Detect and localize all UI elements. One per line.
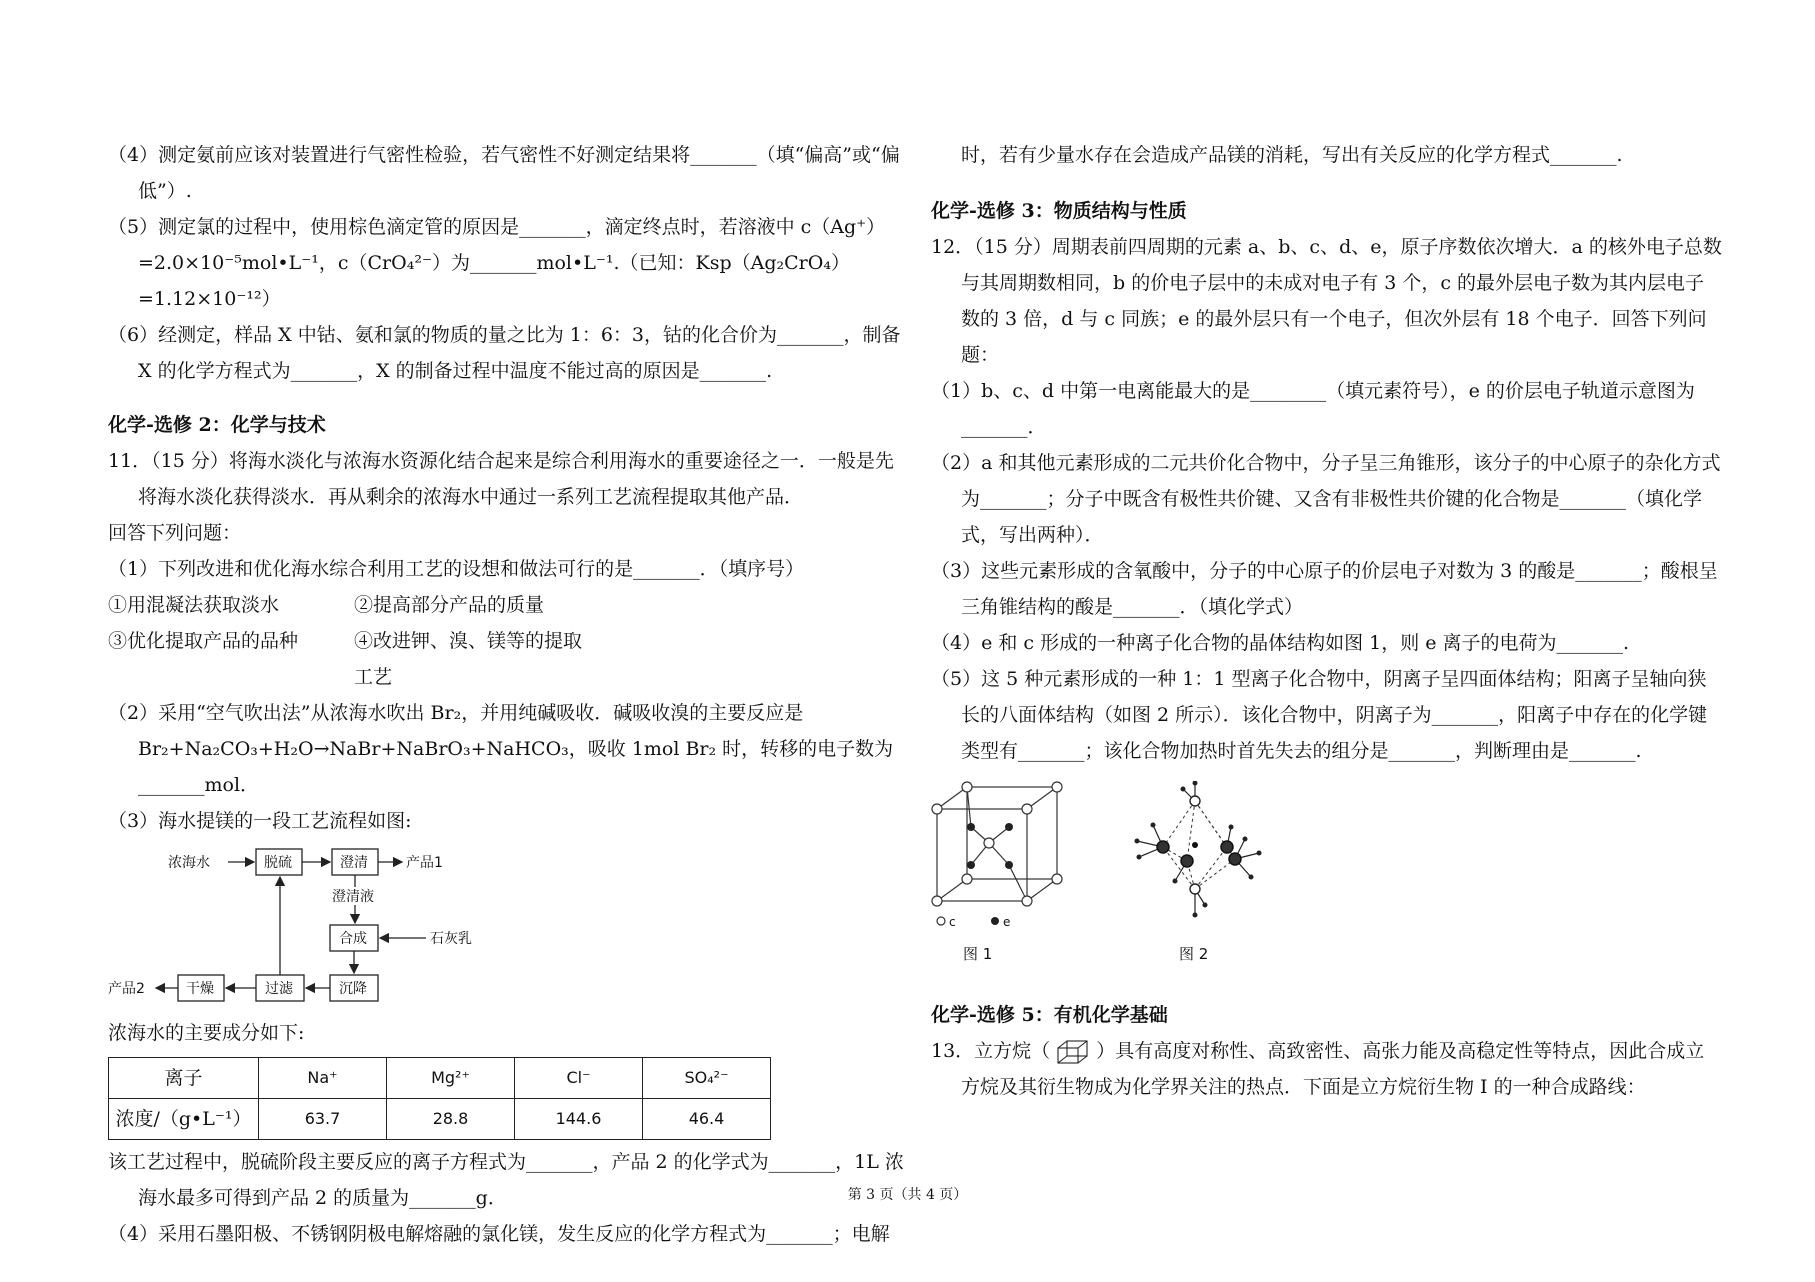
- table-cell: 离子: [109, 1058, 259, 1099]
- question-13-body: ）具有高度对称性、高致密性、高张力能及高稳定性等特点，因此合成立方烷及其衍生物成为化学界关注的热点．下面是立方烷衍生物 I 的一种合成路线：: [961, 1040, 1705, 1098]
- flow-clarify-label: 澄清: [340, 855, 368, 871]
- flow-desulfur-label: 脱硫: [264, 855, 292, 871]
- question-13-prefix: 13．立方烷（: [931, 1040, 1051, 1062]
- table-cell: 144.6: [515, 1099, 643, 1140]
- question-10-part-5: （5）测定氯的过程中，使用棕色滴定管的原因是_______，滴定终点时，若溶液中 c（Ag⁺）=2.0×10⁻⁵mol•L⁻¹，c（CrO₄²⁻）为_______mol•L⁻¹.（已知：Ksp（Ag₂CrO₄）=1.12×10⁻¹²）: [108, 216, 886, 310]
- question-13: [931, 1033, 1723, 1105]
- option-4: ④改进钾、溴、镁等的提取工艺: [354, 630, 583, 688]
- figure-1-cubic-cell: [937, 787, 1057, 901]
- question-12-stem: 12．（15 分）周期表前四周期的元素 a、b、c、d、e，原子序数依次增大．a 的核外电子总数与其周期数相同，b 的价电子层中的未成对电子有 3 个，c 的最外层电子数为其内层电子数的 3 倍，d 与 c 同族；e 的最外层只有一个电子，但次外层有 18 个电子．回答下列问题：: [931, 236, 1722, 366]
- flow-product2-label: 产品2: [108, 981, 145, 997]
- section-heading-elective-2: 化学-选修 2：化学与技术: [108, 414, 326, 436]
- table-cell: SO₄²⁻: [643, 1058, 771, 1099]
- table-row: [109, 1058, 771, 1099]
- cubane-icon: [1056, 1039, 1090, 1065]
- right-column: [931, 137, 1723, 1105]
- section-heading-elective-5: 化学-选修 5：有机化学基础: [931, 1004, 1168, 1026]
- fig1-caption: 图 1: [963, 945, 993, 963]
- left-column: [108, 137, 904, 1252]
- table-cell: 46.4: [643, 1099, 771, 1140]
- question-11-part-1: （1）下列改进和优化海水综合利用工艺的设想和做法可行的是_______．（填序号）: [108, 558, 805, 580]
- crystal-figures: [931, 781, 1723, 971]
- question-12-part-4: （4）e 和 c 形成的一种离子化合物的晶体结构如图 1，则 e 离子的电荷为_______.: [931, 632, 1630, 654]
- option-1: ①用混凝法获取淡水: [108, 594, 280, 616]
- options-row-2: [108, 623, 904, 695]
- table-cell: 63.7: [259, 1099, 387, 1140]
- flow-lime-label: 石灰乳: [430, 931, 472, 947]
- flow-settle-label: 沉降: [339, 981, 367, 997]
- question-11-part-2: （2）采用“空气吹出法”从浓海水吹出 Br₂，并用纯碱吸收．碱吸收溴的主要反应是 Br₂+Na₂CO₃+H₂O→NaBr+NaBrO₃+NaHCO₃，吸收 1mol Br₂ 时，转移的电子数为_______mol．: [108, 702, 894, 796]
- process-flowchart: [108, 839, 904, 1015]
- question-10-part-6: （6）经测定，样品 X 中钴、氨和氯的物质的量之比为 1：6：3，钴的化合价为_______，制备 X 的化学方程式为_______，X 的制备过程中温度不能过高的原因是_______.: [108, 324, 901, 382]
- table-cell: 浓度/（g•L⁻¹）: [109, 1099, 259, 1140]
- concentration-table: [108, 1057, 771, 1140]
- flow-synthesis-label: 合成: [339, 931, 367, 947]
- option-3: ③优化提取产品的品种: [108, 630, 299, 652]
- table-row: [109, 1099, 771, 1140]
- answer-prompt: 回答下列问题：: [108, 522, 242, 544]
- table-caption: 浓海水的主要成分如下:: [108, 1022, 305, 1044]
- flow-clear-liquid-label: 澄清液: [332, 889, 374, 905]
- question-12-part-5: （5）这 5 种元素形成的一种 1：1 型离子化合物中，阴离子呈四面体结构；阳离子呈轴向狭长的八面体结构（如图 2 所示）．该化合物中，阴离子为_______，阳离子中存在的化学键类型有_______；该化合物加热时首先失去的组分是_______，判断理由是_______.: [931, 668, 1708, 762]
- table-cell: Cl⁻: [515, 1058, 643, 1099]
- flow-dry-label: 干燥: [186, 981, 214, 997]
- option-2: ②提高部分产品的质量: [354, 594, 545, 616]
- question-12-part-2: （2）a 和其他元素形成的二元共价化合物中，分子呈三角锥形，该分子的中心原子的杂化方式为_______；分子中既含有极性共价键、又含有非极性共价键的化合物是_______（填化学式，写出两种）．: [931, 452, 1721, 546]
- table-cell: Na⁺: [259, 1058, 387, 1099]
- question-11-part-4: （4）采用石墨阳极、不锈钢阴极电解熔融的氯化镁，发生反应的化学方程式为_______；电解: [108, 1223, 890, 1245]
- section-heading-elective-3: 化学-选修 3：物质结构与性质: [931, 200, 1187, 222]
- figure-2-octahedral-cation: [1135, 781, 1262, 963]
- question-12-part-3: （3）这些元素形成的含氧酸中，分子的中心原子的价层电子对数为 3 的酸是_______；酸根呈三角锥结构的酸是_______．（填化学式）: [931, 560, 1718, 618]
- fig1-legend-e: e: [1003, 915, 1011, 929]
- fig1-legend-c: c: [949, 915, 956, 929]
- table-cell: Mg²⁺: [387, 1058, 515, 1099]
- page-footer: 第 3 页（共 4 页）: [847, 1187, 968, 1203]
- question-11-part-4-continued: 时，若有少量水存在会造成产品镁的消耗，写出有关反应的化学方程式_______.: [961, 144, 1623, 166]
- question-10-part-4: （4）测定氨前应该对装置进行气密性检验，若气密性不好测定结果将_______（填“偏高”或“偏低”）.: [108, 144, 900, 202]
- flow-source-label: 浓海水: [168, 855, 210, 871]
- flow-product1-label: 产品1: [406, 855, 443, 871]
- question-11-part-3: （3）海水提镁的一段工艺流程如图:: [108, 810, 412, 832]
- question-11-stem: 11．（15 分）将海水淡化与浓海水资源化结合起来是综合利用海水的重要途径之一．一般是先将海水淡化获得淡水．再从剩余的浓海水中通过一系列工艺流程提取其他产品．: [108, 450, 894, 508]
- question-11-part-3b: 该工艺过程中，脱硫阶段主要反应的离子方程式为_______，产品 2 的化学式为_______，1L 浓海水最多可得到产品 2 的质量为_______g．: [108, 1151, 904, 1209]
- fig2-caption: 图 2: [1179, 945, 1209, 963]
- options-row-1: [108, 587, 904, 623]
- flow-filter-label: 过滤: [265, 981, 293, 997]
- table-cell: 28.8: [387, 1099, 515, 1140]
- question-12-part-1: （1）b、c、d 中第一电离能最大的是________（填元素符号），e 的价层电子轨道示意图为_______．: [931, 380, 1695, 438]
